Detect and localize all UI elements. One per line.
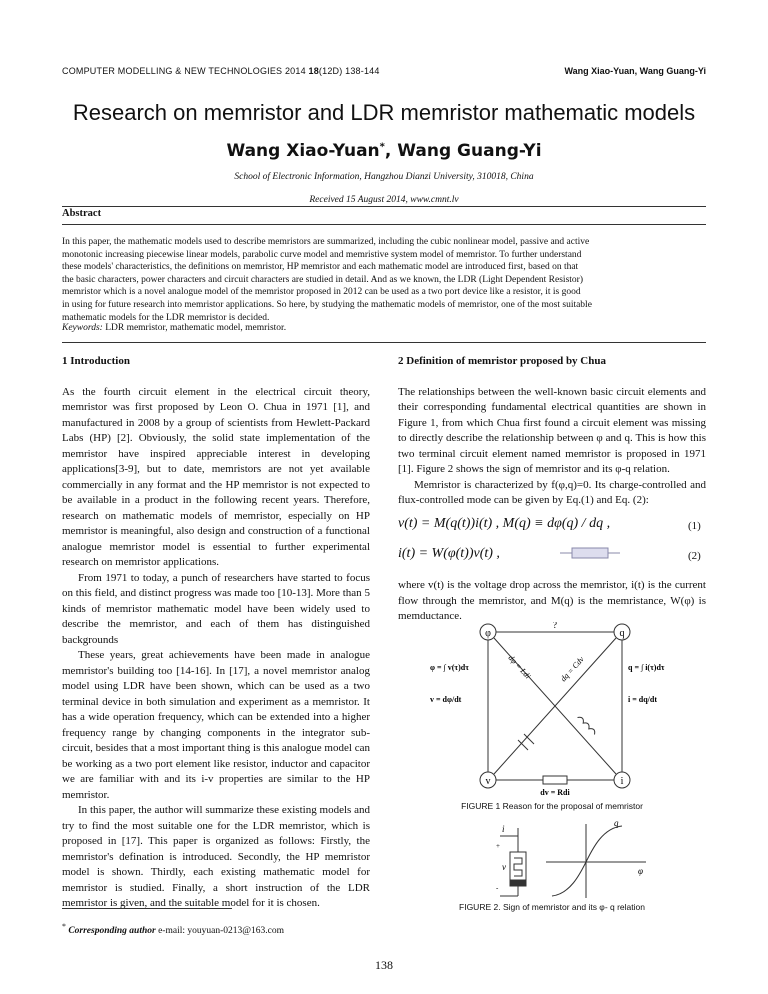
capacitor-relation: dq = Cdv	[558, 654, 586, 684]
resistor-symbol	[543, 776, 567, 784]
abstract-heading: Abstract	[62, 208, 102, 219]
authors: Wang Xiao-Yuan*, Wang Guang-Yi	[226, 141, 542, 161]
plus-label: +	[496, 842, 500, 850]
equation-2: i(t) = W(φ(t))v(t) ,	[398, 546, 500, 561]
footnote-rule	[62, 908, 232, 909]
q-label: q	[619, 628, 625, 639]
capacitor-symbol	[518, 734, 534, 750]
phi-axis-label: φ	[638, 866, 643, 876]
divider	[62, 224, 706, 225]
v-derivative-eq: v = dφ/dt	[430, 695, 462, 704]
right-column	[398, 354, 706, 509]
section-heading: 1 Introduction	[62, 355, 130, 367]
figure-2-diagram	[490, 818, 650, 902]
paragraph: These years, great achievements have been made in analogue memristor's building too [14-16]. In [17], a novel memristor analog model using LDR have been shown, which can be used as a two terminal device in both simulation and experiment as a memristor. It has a wide operation frequency, which can be extended into a higher frequency range by changing components in the integrator sub-circuit, besides that a most important thing is this analogue model can be working as a two port element like resistor, inductor and capacitor we are familiar with and its i-v properties are similar to the HP memristor.	[62, 649, 370, 801]
received-date: Received 15 August 2014, www.cmnt.lv	[309, 195, 459, 205]
section-heading: 2 Definition of memristor proposed by Chua	[398, 355, 606, 367]
phi-q-curve	[552, 826, 622, 896]
page-number: 138	[375, 958, 393, 972]
phi-label: φ	[485, 628, 491, 639]
unknown-label: ?	[553, 622, 557, 630]
inductor-relation: dφ = Ldi	[506, 653, 533, 681]
paragraph: In this paper, the author will summarize these existing models and try to find the most suitable one for the LDR memristor, which is proposed in [17]. This paper is organized as follows: Firstly, the memristor's defination is introduced. Secondly, the HP memristor model is shown. Thirdly, each existing mathematic model for memristor is studied. Finally, a short instruction of the LDR memristor is given, and the suitable model for it is chosen.	[62, 804, 370, 909]
minus-label: -	[496, 884, 499, 892]
q-axis-label: q	[614, 818, 619, 828]
left-column	[62, 354, 370, 912]
figure-2-caption: FIGURE 2. Sign of memristor and its φ- q relation	[459, 902, 645, 912]
footnote: * Corresponding author e-mail: youyuan-0213@163.com	[62, 922, 284, 937]
divider	[62, 206, 706, 207]
equation-number: (2)	[688, 550, 701, 562]
v-label: v	[485, 776, 491, 787]
memristor-symbol-inline	[560, 546, 620, 560]
resistor-relation: dv = Rdi	[540, 788, 570, 797]
paragraph: Memristor is characterized by f(φ,q)=0. Its charge-controlled and flux-controlled mode can be given by Eq.(1) and Eq. (2):	[398, 478, 706, 506]
inductor-symbol	[578, 715, 597, 734]
figure-1-caption: FIGURE 1 Reason for the proposal of memristor	[461, 801, 643, 811]
current-label: i	[502, 824, 505, 834]
paragraph: As the fourth circuit element in the electrical circuit theory, memristor was first proposed by Leon O. Chua in 1971 [1], and manufactured in 2008 by a group of scientists from Hewlett-Packard Labs (HP) [2]. Obviously, the solid state implementation of the memristor have inspired appreciable interest in developing applications[3-9], but to date, memristors are not yet available commercially in any format and the HP memristor is not expected to be available in a product in the following recent years. Therefore, research on mathematic models of memristor, especially on HP memristor is meaningful, also design and construction of a functional analogue memristor model is essential to further experimental research on memristor applications.	[62, 385, 370, 568]
paragraph: The relationships between the well-known basic circuit elements and their corresponding fundamental electrical quantities are shown in Figure 1, from which Chua first found a circuit element was missing to directly describe the relationship between φ and q. This is how this two terminal circuit element named memristor is proposed in 1971 [1]. Figure 2 shows the sign of memristor and its φ-q relation.	[398, 385, 706, 475]
voltage-label: v	[502, 862, 506, 872]
abstract-text: In this paper, the mathematic models used to describe memristors are summarized, including the cubic nonlinear model, passive and active monotonic increasing piecewise linear models, parabolic curve model and memristive system model of memristor. To further understand these models' characteristics, the definitions on memristor, HP memristor and each mathematic model are introduced first, based on that the basic characters, power characters and circuit characters are studied in detail. And as we known, the LDR (Light Dependent Resistor) memristor which is a novel analogue model of the memristor proposed in 2012 can be used as a two port device like a resistor, it is good in using for future research into memristor applications. So here, by studying the mathematic models of memristor, one of the most suitable mathematic models for the LDR memristor is decided.	[62, 237, 592, 323]
keywords: Keywords: LDR memristor, mathematic model, memristor.	[62, 323, 287, 333]
paragraph: where v(t) is the voltage drop across the memristor, i(t) is the current flow through the memristor, and M(q) is the memristance, W(φ) is memductance.	[398, 579, 706, 622]
paper-title: Research on memristor and LDR memristor mathematic models	[72, 100, 696, 125]
i-label: i	[620, 776, 624, 787]
equation-1: v(t) = M(q(t))i(t) , M(q) ≡ dφ(q) / dq ,	[398, 516, 611, 531]
q-integral-eq: q = ∫ i(τ)dτ	[628, 663, 665, 672]
figure-1-diagram	[428, 622, 680, 797]
paragraph: From 1971 to today, a punch of researchers have started to focus on this field, and distinct progress was made too [10-13]. More than 5 kinds of memristor mathematic model have been widely used to describe the memristor, and each of them has distinguished backgrounds	[62, 571, 370, 646]
affiliation: School of Electronic Information, Hangzhou Dianzi University, 310018, China	[234, 172, 534, 182]
divider	[62, 342, 706, 343]
phi-integral-eq: φ = ∫ v(τ)dτ	[430, 663, 469, 672]
equation-number: (1)	[688, 520, 701, 532]
i-derivative-eq: i = dq/dt	[628, 695, 658, 704]
phi-q-axes	[546, 824, 646, 898]
running-authors: Wang Xiao-Yuan, Wang Guang-Yi	[564, 66, 706, 76]
journal-header: COMPUTER MODELLING & NEW TECHNOLOGIES 2014 18(12D) 138-144	[62, 66, 380, 76]
